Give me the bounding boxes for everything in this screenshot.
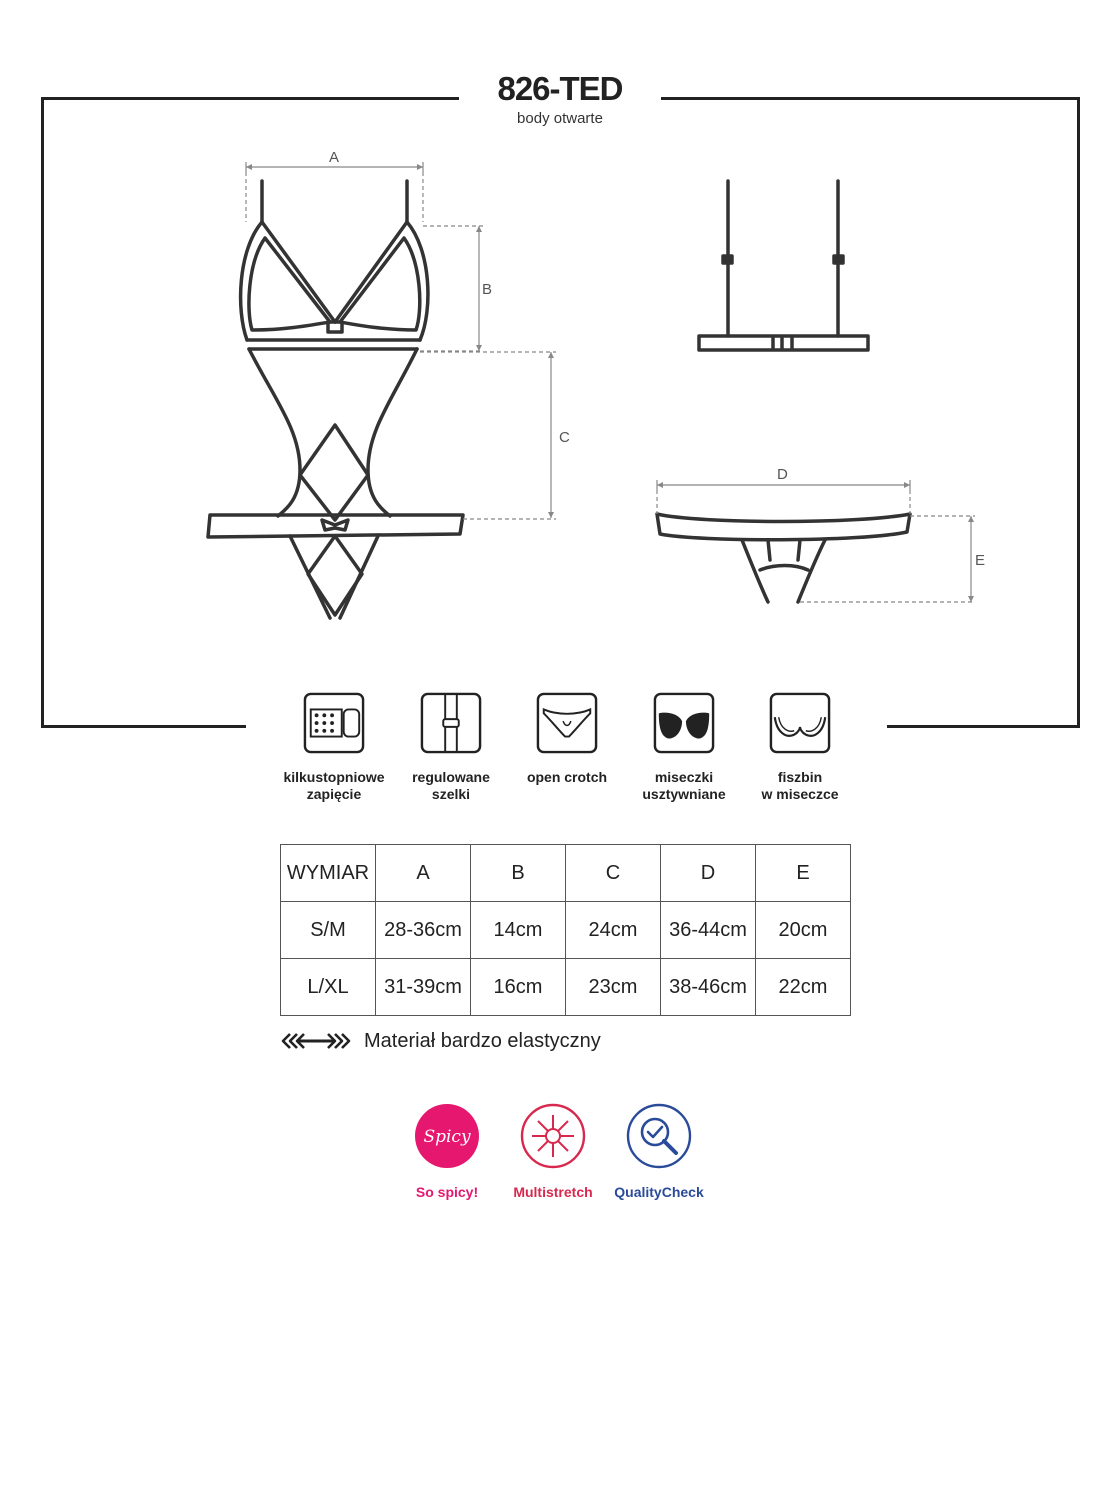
badge-quality-check bbox=[604, 1103, 714, 1200]
size-cell: 28-36cm bbox=[376, 902, 471, 959]
feature-padded-cups-label-1: miseczki bbox=[654, 769, 714, 785]
size-table-row bbox=[281, 902, 851, 959]
size-cell: 24cm bbox=[566, 902, 661, 959]
badge-multistretch-label: Multistretch bbox=[513, 1184, 593, 1200]
size-cell: 16cm bbox=[471, 959, 566, 1016]
adjustable-strap-icon bbox=[420, 692, 482, 754]
size-cell: 38-46cm bbox=[661, 959, 756, 1016]
padded-cups-icon bbox=[653, 692, 715, 754]
size-table-header-row bbox=[281, 845, 851, 902]
header-a: A bbox=[376, 845, 471, 902]
multistretch-icon bbox=[520, 1103, 586, 1169]
hook-clasp-icon bbox=[303, 692, 365, 754]
badge-multistretch bbox=[498, 1103, 608, 1200]
badge-spicy bbox=[392, 1103, 502, 1200]
frame-bottom-left bbox=[41, 725, 246, 728]
open-crotch-icon bbox=[536, 692, 598, 754]
stretch-arrows-icon bbox=[280, 1031, 352, 1051]
size-table-row bbox=[281, 959, 851, 1016]
size-cell: 31-39cm bbox=[376, 959, 471, 1016]
underwire-icon bbox=[769, 692, 831, 754]
size-cell: L/XL bbox=[281, 959, 376, 1016]
stretch-note bbox=[280, 1026, 601, 1056]
feature-straps bbox=[386, 692, 516, 803]
dim-label-d: D bbox=[777, 466, 788, 483]
quality-check-icon bbox=[626, 1103, 692, 1169]
frame-bottom-right bbox=[887, 725, 1080, 728]
badge-spicy-label: So spicy! bbox=[415, 1184, 479, 1200]
feature-padded-cups-label-2: usztywniane bbox=[642, 786, 726, 802]
feature-underwire bbox=[735, 692, 865, 803]
product-code: 826-TED bbox=[497, 70, 623, 107]
dim-label-c: C bbox=[559, 429, 570, 446]
dim-label-e: E bbox=[975, 552, 986, 569]
product-name: body otwarte bbox=[517, 110, 603, 127]
size-cell: 36-44cm bbox=[661, 902, 756, 959]
technical-drawing bbox=[0, 0, 1120, 700]
stretch-note-text: Materiał bardzo elastyczny bbox=[364, 1029, 601, 1052]
size-cell: 20cm bbox=[756, 902, 851, 959]
feature-clasp-label-2: zapięcie bbox=[306, 786, 362, 802]
header-wymiar: WYMIAR bbox=[281, 845, 376, 902]
size-cell: 14cm bbox=[471, 902, 566, 959]
feature-open-crotch-label-1: open crotch bbox=[526, 769, 608, 785]
feature-underwire-label-1: fiszbin bbox=[777, 769, 823, 785]
header-e: E bbox=[756, 845, 851, 902]
size-cell: 22cm bbox=[756, 959, 851, 1016]
feature-padded-cups bbox=[619, 692, 749, 803]
size-table bbox=[280, 844, 851, 1016]
feature-clasp-label-1: kilkustopniowe bbox=[283, 769, 385, 785]
header-b: B bbox=[471, 845, 566, 902]
badge-quality-check-label: QualityCheck bbox=[614, 1184, 704, 1200]
dim-label-b: B bbox=[482, 281, 493, 298]
feature-clasp bbox=[269, 692, 399, 803]
feature-straps-label-1: regulowane bbox=[412, 769, 490, 785]
feature-underwire-label-2: w miseczce bbox=[761, 786, 839, 802]
spicy-icon-text: Spicy bbox=[423, 1127, 471, 1147]
size-cell: 23cm bbox=[566, 959, 661, 1016]
size-cell: S/M bbox=[281, 902, 376, 959]
header-c: C bbox=[566, 845, 661, 902]
feature-straps-label-2: szelki bbox=[431, 786, 471, 802]
dim-label-a: A bbox=[329, 149, 340, 166]
spicy-icon bbox=[414, 1103, 480, 1169]
feature-open-crotch bbox=[502, 692, 632, 786]
header-d: D bbox=[661, 845, 756, 902]
